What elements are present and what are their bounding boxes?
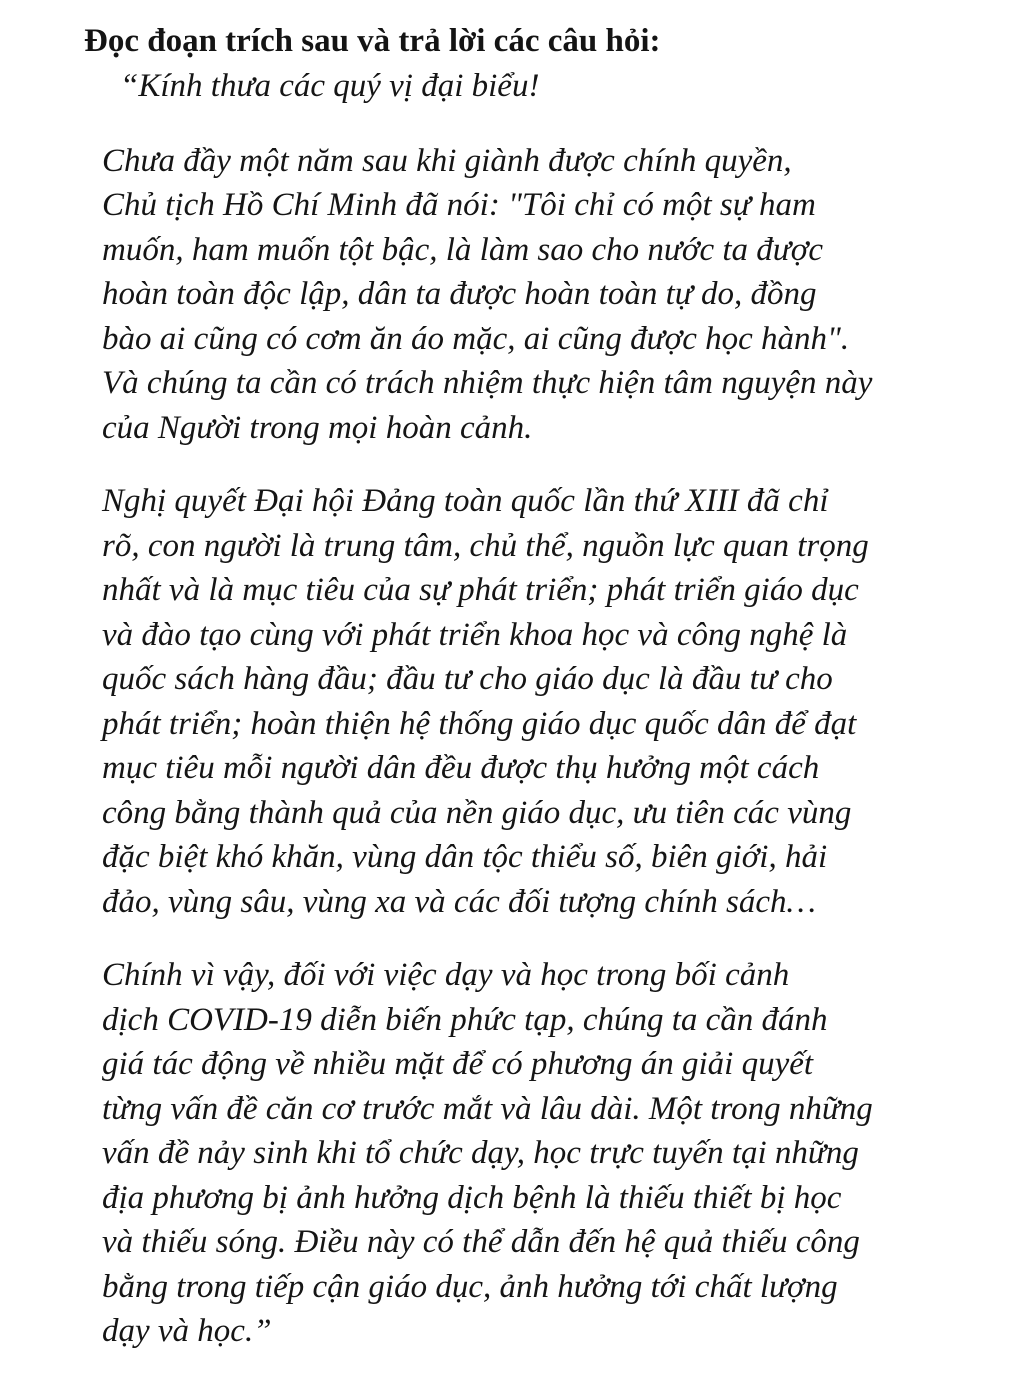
text-line: đảo, vùng sâu, vùng xa và các đối tượng chính sách… <box>102 883 816 920</box>
text-line: nhất và là mục tiêu của sự phát triển; phát triển giáo dục <box>102 572 859 608</box>
text-line: Chủ tịch Hồ Chí Minh đã nói: "Tôi chỉ có một sự ham <box>102 187 816 223</box>
text-line: đặc biệt khó khăn, vùng dân tộc thiểu số, biên giới, hải <box>102 839 828 875</box>
text-line: muốn, ham muốn tột bậc, là làm sao cho nước ta được <box>102 231 824 268</box>
text-line: công bằng thành quả của nền giáo dục, ưu tiên các vùng <box>102 794 852 831</box>
text-line: bào ai cũng có cơm ăn áo mặc, ai cũng được học hành". <box>102 320 850 357</box>
text-line: giá tác động về nhiều mặt để có phương án giải quyết <box>102 1046 814 1082</box>
paragraph-3 <box>74 953 994 1354</box>
text-line: vấn đề nảy sinh khi tổ chức dạy, học trực tuyến tại những <box>102 1135 859 1171</box>
text-line: và thiếu sóng. Điều này có thể dẫn đến hệ quả thiếu công <box>102 1224 860 1260</box>
text-line: dạy và học.” <box>102 1313 272 1349</box>
text-line: của Người trong mọi hoàn cảnh. <box>102 409 533 446</box>
paragraph-2 <box>74 479 994 924</box>
text-line: hoàn toàn độc lập, dân ta được hoàn toàn tự do, đồng <box>102 276 817 312</box>
text-line: và đào tạo cùng với phát triển khoa học và công nghệ là <box>102 616 848 653</box>
text-line: rõ, con người là trung tâm, chủ thể, nguồn lực quan trọng <box>102 527 869 564</box>
text-line: dịch COVID-19 diễn biến phức tạp, chúng ta cần đánh <box>102 1001 828 1038</box>
text-line: địa phương bị ảnh hưởng dịch bệnh là thiếu thiết bị học <box>102 1179 842 1216</box>
text-line: từng vấn đề căn cơ trước mắt và lâu dài. Một trong những <box>102 1090 873 1127</box>
text-line: Và chúng ta cần có trách nhiệm thực hiện tâm nguyện này <box>102 365 873 401</box>
instruction-heading: Đọc đoạn trích sau và trả lời các câu hỏi: <box>84 23 661 59</box>
text-line: phát triển; hoàn thiện hệ thống giáo dục quốc dân để đạt <box>102 705 857 742</box>
text-line: quốc sách hàng đầu; đầu tư cho giáo dục là đầu tư cho <box>102 661 833 697</box>
text-line: bằng trong tiếp cận giáo dục, ảnh hưởng tới chất lượng <box>102 1268 838 1305</box>
speech-excerpt <box>74 64 994 1383</box>
paragraph-1 <box>74 139 994 451</box>
text-line: Chưa đầy một năm sau khi giành được chính quyền, <box>102 142 792 179</box>
text-line: Chính vì vậy, đối với việc dạy và học trong bối cảnh <box>102 957 790 993</box>
salutation: “Kính thưa các quý vị đại biểu! <box>120 68 540 104</box>
text-line: mục tiêu mỗi người dân đều được thụ hưởng một cách <box>102 750 820 786</box>
text-line: Nghị quyết Đại hội Đảng toàn quốc lần thứ XIII đã chỉ <box>102 483 829 519</box>
